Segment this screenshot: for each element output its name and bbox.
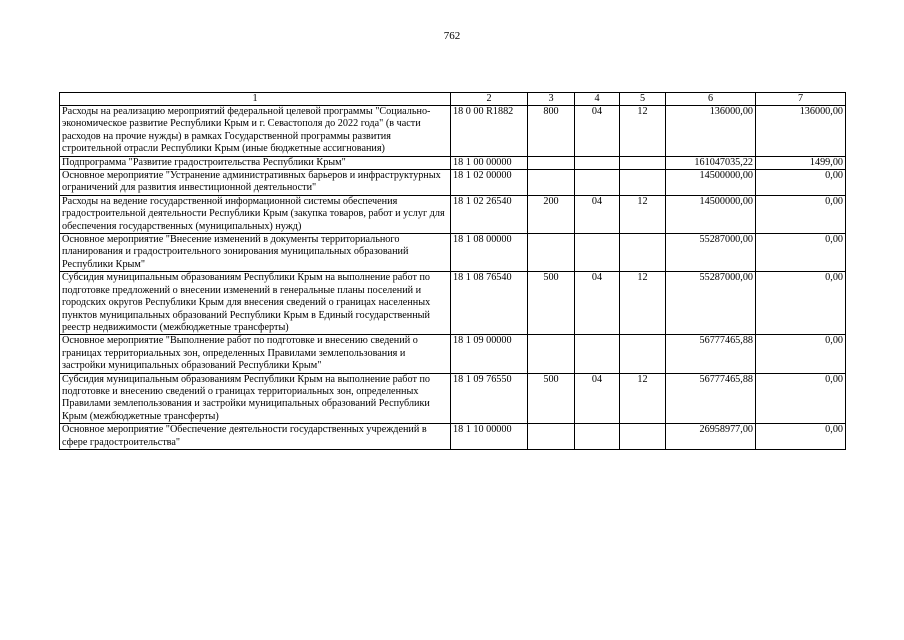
row-description: Основное мероприятие "Выполнение работ по подготовке и внесению сведений о границах территориальных зон, определенных Правилами землепользования и застройки муниципальных образований Республики Крым" <box>60 335 451 373</box>
row-col-5: 12 <box>620 195 666 233</box>
table-row <box>60 156 846 169</box>
row-col-5 <box>620 156 666 169</box>
table-row <box>60 170 846 196</box>
table-row <box>60 424 846 450</box>
row-col-7: 0,00 <box>756 170 846 196</box>
column-header-6: 6 <box>666 93 756 106</box>
table-row <box>60 373 846 424</box>
row-col-4 <box>575 234 620 272</box>
row-col-5 <box>620 170 666 196</box>
row-col-6: 26958977,00 <box>666 424 756 450</box>
row-col-5: 12 <box>620 106 666 157</box>
row-col-4: 04 <box>575 106 620 157</box>
row-col-5: 12 <box>620 373 666 424</box>
row-col-3: 500 <box>528 272 575 335</box>
row-code: 18 0 00 R1882 <box>451 106 528 157</box>
table-header-row <box>60 93 846 106</box>
row-code: 18 1 09 76550 <box>451 373 528 424</box>
row-col-3 <box>528 335 575 373</box>
row-code: 18 1 09 00000 <box>451 335 528 373</box>
row-code: 18 1 10 00000 <box>451 424 528 450</box>
row-col-6: 14500000,00 <box>666 195 756 233</box>
row-col-3: 500 <box>528 373 575 424</box>
row-col-7: 0,00 <box>756 373 846 424</box>
row-col-7: 0,00 <box>756 335 846 373</box>
table-row <box>60 106 846 157</box>
table-row <box>60 234 846 272</box>
row-col-6: 136000,00 <box>666 106 756 157</box>
row-col-7: 0,00 <box>756 234 846 272</box>
row-col-7: 1499,00 <box>756 156 846 169</box>
column-header-4: 4 <box>575 93 620 106</box>
row-col-5: 12 <box>620 272 666 335</box>
page-number: 762 <box>443 30 461 42</box>
row-col-4: 04 <box>575 195 620 233</box>
row-col-4: 04 <box>575 272 620 335</box>
row-description: Подпрограмма "Развитие градостроительства Республики Крым" <box>60 156 451 169</box>
row-description: Субсидия муниципальным образованиям Республики Крым на выполнение работ по подготовке предложений о внесении изменений в генеральные планы поселений и городских округов Республики Крым для внесения сведений о границах населенных пунктов муниципальных образований Республики Крым в Единый государственный реестр недвижимости (межбюджетные трансферты) <box>60 272 451 335</box>
row-code: 18 1 08 76540 <box>451 272 528 335</box>
row-description: Расходы на реализацию мероприятий федеральной целевой программы "Социально-экономическое развитие Республики Крым и г. Севастополя до 2022 года" (в части расходов на прочие нужды) в рамках Государственной программы развития строительной отрасли Республики Крым (иные бюджетные ассигнования) <box>60 106 451 157</box>
budget-table <box>59 92 846 450</box>
row-col-7: 0,00 <box>756 195 846 233</box>
row-code: 18 1 00 00000 <box>451 156 528 169</box>
row-description: Основное мероприятие "Внесение изменений в документы территориального планирования и градостроительного зонирования муниципальных образований Республики Крым" <box>60 234 451 272</box>
row-col-6: 161047035,22 <box>666 156 756 169</box>
row-col-3: 800 <box>528 106 575 157</box>
row-col-7: 0,00 <box>756 424 846 450</box>
column-header-7: 7 <box>756 93 846 106</box>
row-col-5 <box>620 335 666 373</box>
row-col-6: 56777465,88 <box>666 335 756 373</box>
row-col-6: 56777465,88 <box>666 373 756 424</box>
row-col-6: 14500000,00 <box>666 170 756 196</box>
row-col-4: 04 <box>575 373 620 424</box>
row-col-5 <box>620 424 666 450</box>
table-row <box>60 335 846 373</box>
row-col-3 <box>528 156 575 169</box>
row-col-4 <box>575 156 620 169</box>
row-code: 18 1 02 26540 <box>451 195 528 233</box>
row-col-4 <box>575 335 620 373</box>
row-col-7: 136000,00 <box>756 106 846 157</box>
row-col-3: 200 <box>528 195 575 233</box>
row-code: 18 1 08 00000 <box>451 234 528 272</box>
row-col-4 <box>575 170 620 196</box>
column-header-2: 2 <box>451 93 528 106</box>
table-row <box>60 195 846 233</box>
row-col-7: 0,00 <box>756 272 846 335</box>
row-col-6: 55287000,00 <box>666 272 756 335</box>
row-description: Субсидия муниципальным образованиям Республики Крым на выполнение работ по подготовке и внесению сведений о границах территориальных зон, определенных Правилами землепользования и застройки муниципальных образований Республики Крым (межбюджетные трансферты) <box>60 373 451 424</box>
row-col-3 <box>528 234 575 272</box>
row-col-6: 55287000,00 <box>666 234 756 272</box>
row-col-5 <box>620 234 666 272</box>
table-row <box>60 272 846 335</box>
row-description: Основное мероприятие "Обеспечение деятельности государственных учреждений в сфере градостроительства" <box>60 424 451 450</box>
row-col-3 <box>528 170 575 196</box>
column-header-1: 1 <box>60 93 451 106</box>
row-description: Основное мероприятие "Устранение административных барьеров и инфраструктурных ограничений для развития инвестиционной деятельности" <box>60 170 451 196</box>
row-col-3 <box>528 424 575 450</box>
row-description: Расходы на ведение государственной информационной системы обеспечения градостроительной деятельности Республики Крым (закупка товаров, работ и услуг для обеспечения государственных (муниципальных) нужд) <box>60 195 451 233</box>
row-code: 18 1 02 00000 <box>451 170 528 196</box>
column-header-3: 3 <box>528 93 575 106</box>
column-header-5: 5 <box>620 93 666 106</box>
row-col-4 <box>575 424 620 450</box>
